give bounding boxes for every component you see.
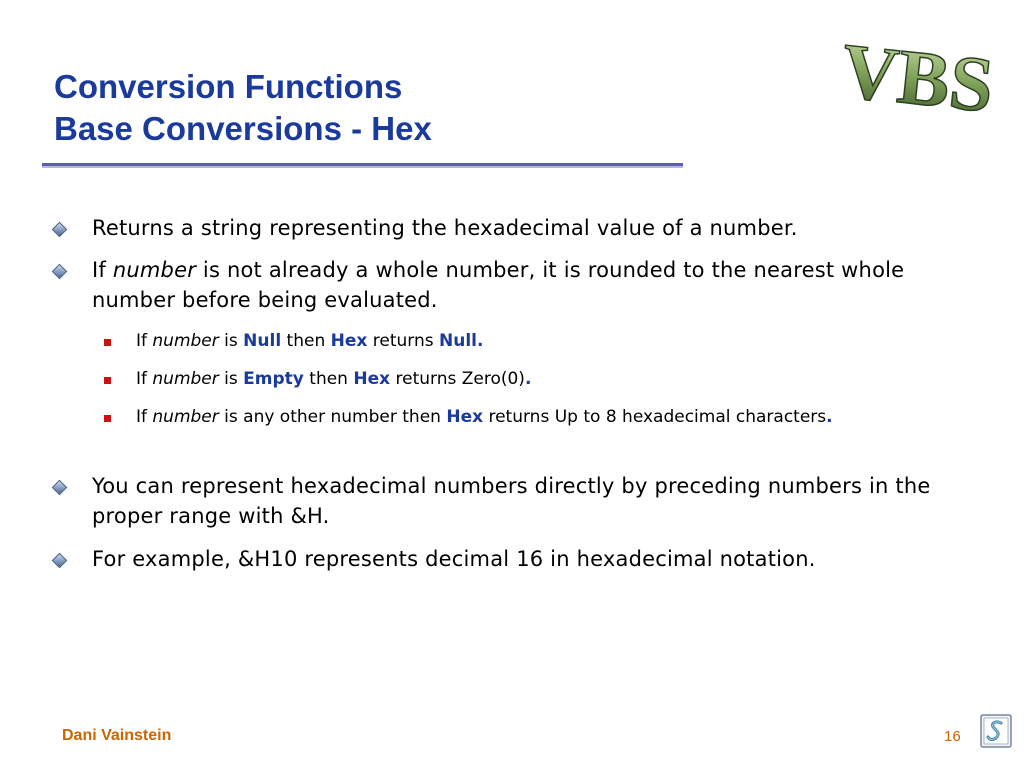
- sub3-rest: returns Up to 8 hexadecimal characters: [483, 407, 827, 427]
- sub3-mid: is any other number then: [218, 407, 447, 427]
- sub1-kw1: Null: [243, 331, 282, 351]
- sub2-then: then: [303, 369, 354, 389]
- sub3-if: If: [136, 407, 153, 427]
- title-underline: [42, 163, 683, 168]
- bullet-3: [92, 471, 972, 531]
- square-bullet-icon: [104, 377, 111, 384]
- diamond-bullet-icon: [52, 553, 68, 569]
- sub-bullet-2: [136, 366, 956, 392]
- sub1-em: number: [152, 331, 219, 351]
- square-bullet-icon: [104, 415, 111, 422]
- vbs-logo: [838, 20, 1008, 130]
- sub1-then: then: [281, 331, 331, 351]
- sub-bullet-1: [136, 328, 956, 354]
- bullet-3-text: You can represent hexadecimal numbers directly by preceding numbers in the proper range with &H.: [92, 474, 931, 528]
- sub3-kw: Hex: [446, 407, 484, 427]
- bullet-2-em: number: [112, 258, 197, 282]
- sub-bullet-3: [136, 404, 956, 430]
- square-bullet-icon: [104, 339, 111, 346]
- script-document-icon: [980, 714, 1012, 748]
- page-number: 16: [944, 728, 961, 745]
- bullet-4: [92, 544, 972, 574]
- bullet-2-prefix: If: [92, 258, 113, 282]
- sub2-returns: returns Zero(0): [390, 369, 525, 389]
- sub1-kw3: Null.: [439, 331, 484, 351]
- sub2-kw3: .: [524, 369, 532, 389]
- sub1-returns: returns: [367, 331, 440, 351]
- bullet-2: [92, 255, 972, 315]
- title-line-2: Base Conversions - Hex: [54, 110, 432, 147]
- bullet-2-rest: is not already a whole number, it is rounded to the nearest whole number before being evaluated.: [92, 258, 905, 312]
- diamond-bullet-icon: [52, 264, 68, 280]
- sub3-end: .: [826, 407, 833, 427]
- sub2-if: If: [136, 369, 153, 389]
- sub2-kw1: Empty: [243, 369, 304, 389]
- sub3-em: number: [152, 407, 219, 427]
- slide-title: [54, 66, 432, 150]
- bullet-1: [92, 213, 972, 243]
- sub2-kw2: Hex: [353, 369, 391, 389]
- title-line-1: Conversion Functions: [54, 68, 403, 105]
- sub1-is: is: [218, 331, 244, 351]
- diamond-bullet-icon: [52, 222, 68, 238]
- sub1-if: If: [136, 331, 153, 351]
- footer-author: Dani Vainstein: [62, 727, 172, 744]
- sub2-is: is: [218, 369, 244, 389]
- bullet-1-text: Returns a string representing the hexadecimal value of a number.: [92, 216, 798, 240]
- diamond-bullet-icon: [52, 480, 68, 496]
- sub1-kw2: Hex: [330, 331, 368, 351]
- logo-text: VBS: [838, 26, 998, 129]
- sub2-em: number: [152, 369, 219, 389]
- bullet-4-text: For example, &H10 represents decimal 16 in hexadecimal notation.: [92, 547, 816, 571]
